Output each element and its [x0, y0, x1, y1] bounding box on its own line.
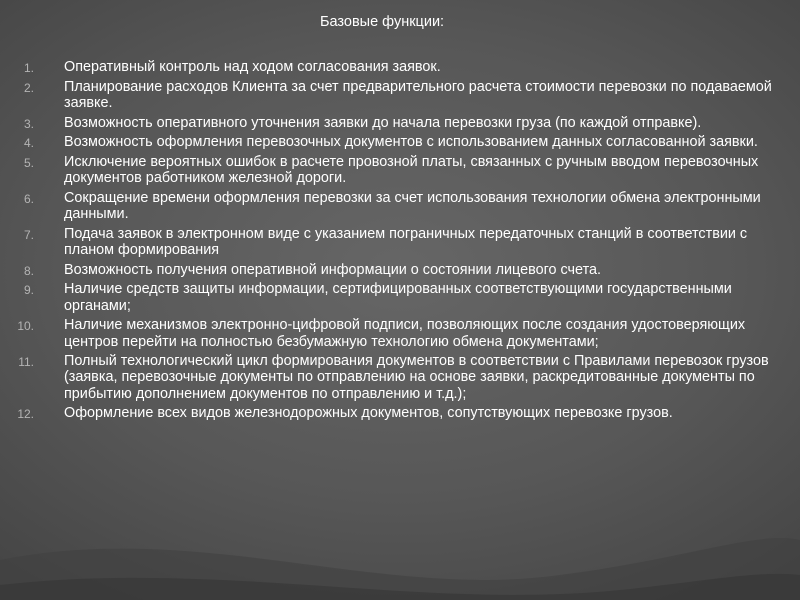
item-text: Наличие средств защиты информации, сертифицированных соответствующими государственными органами; [64, 281, 732, 314]
list-item [0, 353, 790, 402]
item-number: 9. [23, 283, 34, 298]
item-number: 2. [23, 80, 34, 95]
list-item [0, 115, 790, 131]
item-text: Возможность оформления перевозочных документов с использованием данных согласованной заявки. [64, 134, 758, 151]
functions-list [0, 59, 790, 425]
list-item [0, 190, 790, 222]
item-text: Полный технологический цикл формирования документов в соответствии с Правилами перевозок грузов (заявка, перевозочные документы по отправлению на основе заявки, раскредитованные документы по прибытию дополнением документов по отправлению и т.д.); [64, 353, 769, 402]
list-item [0, 59, 790, 75]
item-number: 11. [18, 355, 34, 370]
item-number: 7. [23, 227, 34, 242]
item-number: 5. [23, 156, 34, 171]
item-number: 3. [23, 116, 34, 131]
list-item [0, 262, 790, 278]
list-item [0, 226, 790, 258]
item-text: Планирование расходов Клиента за счет предварительного расчета стоимости перевозки по подаваемой заявке. [64, 78, 772, 111]
item-number: 8. [23, 263, 34, 278]
item-number: 4. [23, 136, 34, 151]
item-text: Сокращение времени оформления перевозки за счет использования технологии обмена электронными данными. [64, 189, 761, 223]
list-item [0, 281, 790, 313]
item-text: Оперативный контроль над ходом согласования заявок. [64, 59, 441, 75]
list-item [0, 154, 790, 186]
slide-title: Базовые функции: [320, 14, 445, 30]
item-text: Оформление всех видов железнодорожных документов, сопутствующих перевозке грузов. [64, 405, 673, 422]
item-text: Подача заявок в электронном виде с указанием пограничных передаточных станций в соответствии с планом формирования [64, 225, 748, 259]
item-number: 1. [23, 61, 34, 75]
list-item [0, 79, 790, 111]
item-text: Возможность получения оперативной информации о состоянии лицевого счета. [64, 261, 602, 278]
item-number: 12. [17, 407, 34, 422]
item-text: Исключение вероятных ошибок в расчете провозной платы, связанных с ручным вводом перевозочных документов работником железной дороги. [64, 154, 759, 187]
item-text: Возможность оперативного уточнения заявки до начала перевозки груза (по каждой отправке). [64, 114, 702, 131]
list-item [0, 317, 790, 349]
list-item [0, 405, 790, 421]
item-text: Наличие механизмов электронно-цифровой подписи, позволяющих после создания удостоверяющих центров перейти на полностью безбумажную технологию обмена документами; [64, 317, 746, 350]
item-number: 10. [17, 319, 34, 334]
item-number: 6. [23, 191, 34, 206]
list-item [0, 134, 790, 150]
